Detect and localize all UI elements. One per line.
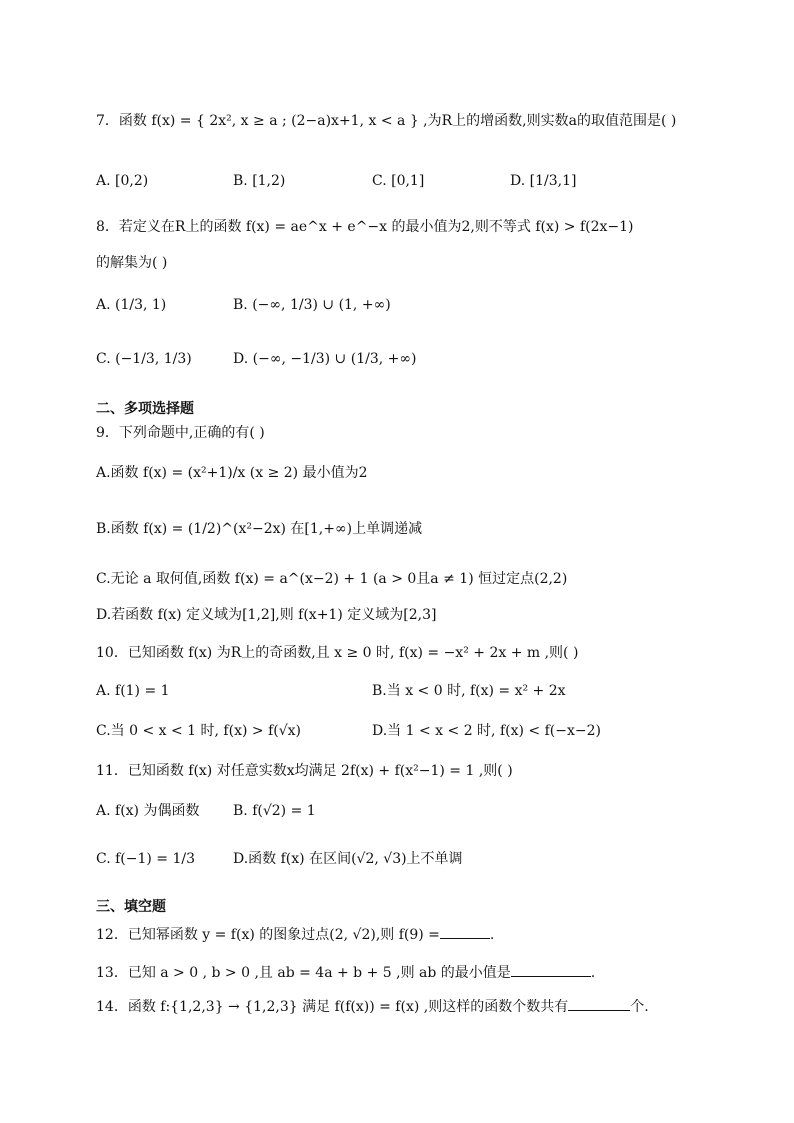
q9-option-a: A.函数 f(x) = (x²+1)/x (x ≥ 2) 最小值为2 (96, 465, 368, 481)
q12-stem: 12．已知幂函数 y = f(x) 的图象过点(2, √2),则 f(9) = (96, 927, 440, 943)
q9-option-b: B.函数 f(x) = (1/2)^(x²−2x) 在[1,+∞)上单调递减 (96, 521, 423, 537)
q8-option-b: B. (−∞, 1/3) ∪ (1, +∞) (233, 297, 391, 313)
q13-answer-blank[interactable] (511, 962, 591, 977)
q14-stem: 14．函数 f:{1,2,3} → {1,2,3} 满足 f(f(x)) = f(x) ,则这样的函数个数共有 (96, 999, 569, 1015)
q10-option-a: A. f(1) = 1 (96, 683, 170, 699)
q13-stem: 13．已知 a > 0 , b > 0 ,且 ab = 4a + b + 5 ,则 ab 的最小值是 (96, 965, 511, 981)
q11-option-a: A. f(x) 为偶函数 (96, 803, 200, 819)
q14-line (96, 996, 649, 1018)
q7-option-d: D. [1/3,1] (510, 173, 577, 189)
q8-option-d: D. (−∞, −1/3) ∪ (1/3, +∞) (233, 351, 417, 367)
q14-answer-blank[interactable] (568, 996, 630, 1011)
q13-end: . (590, 965, 596, 981)
q11-option-c: C. f(−1) = 1/3 (96, 851, 196, 867)
q9-stem: 9．下列命题中,正确的有( ) (96, 425, 265, 441)
q7-stem: 7．函数 f(x) = { 2x², x ≥ a ; (2−a)x+1, x < a } ,为R上的增函数,则实数a的取值范围是( ) (96, 113, 677, 129)
q12-end: . (489, 927, 495, 943)
q11-stem: 11．已知函数 f(x) 对任意实数x均满足 2f(x) + f(x²−1) = 1 ,则( ) (96, 763, 513, 779)
section-heading-fill: 三、填空题 (96, 899, 166, 915)
q10-option-c: C.当 0 < x < 1 时, f(x) > f(√x) (96, 723, 301, 739)
q12-answer-blank[interactable] (440, 924, 490, 939)
q10-stem: 10．已知函数 f(x) 为R上的奇函数,且 x ≥ 0 时, f(x) = −x² + 2x + m ,则( ) (96, 645, 579, 661)
q11-option-b: B. f(√2) = 1 (233, 803, 316, 819)
q7-option-c: C. [0,1] (372, 173, 425, 189)
q7-option-a: A. [0,2) (96, 173, 149, 189)
section-heading-multi: 二、多项选择题 (96, 401, 194, 417)
q9-option-d: D.若函数 f(x) 定义域为[1,2],则 f(x+1) 定义域为[2,3] (96, 607, 437, 623)
q8-stem-cont: 的解集为( ) (96, 255, 168, 271)
q10-option-d: D.当 1 < x < 2 时, f(x) < f(−x−2) (372, 723, 601, 739)
q13-line (96, 962, 595, 984)
q11-option-d: D.函数 f(x) 在区间(√2, √3)上不单调 (233, 851, 463, 867)
q10-option-b: B.当 x < 0 时, f(x) = x² + 2x (372, 683, 566, 699)
q9-option-c: C.无论 a 取何值,函数 f(x) = a^(x−2) + 1 (a > 0且a ≠ 1) 恒过定点(2,2) (96, 571, 568, 587)
q14-end: 个. (630, 999, 649, 1015)
q8-option-a: A. (1/3, 1) (96, 297, 167, 313)
q7-option-b: B. [1,2) (233, 173, 286, 189)
q8-option-c: C. (−1/3, 1/3) (96, 351, 192, 367)
q12-line (96, 924, 494, 946)
q8-stem: 8．若定义在R上的函数 f(x) = ae^x + e^−x 的最小值为2,则不等式 f(x) > f(2x−1) (96, 219, 634, 235)
